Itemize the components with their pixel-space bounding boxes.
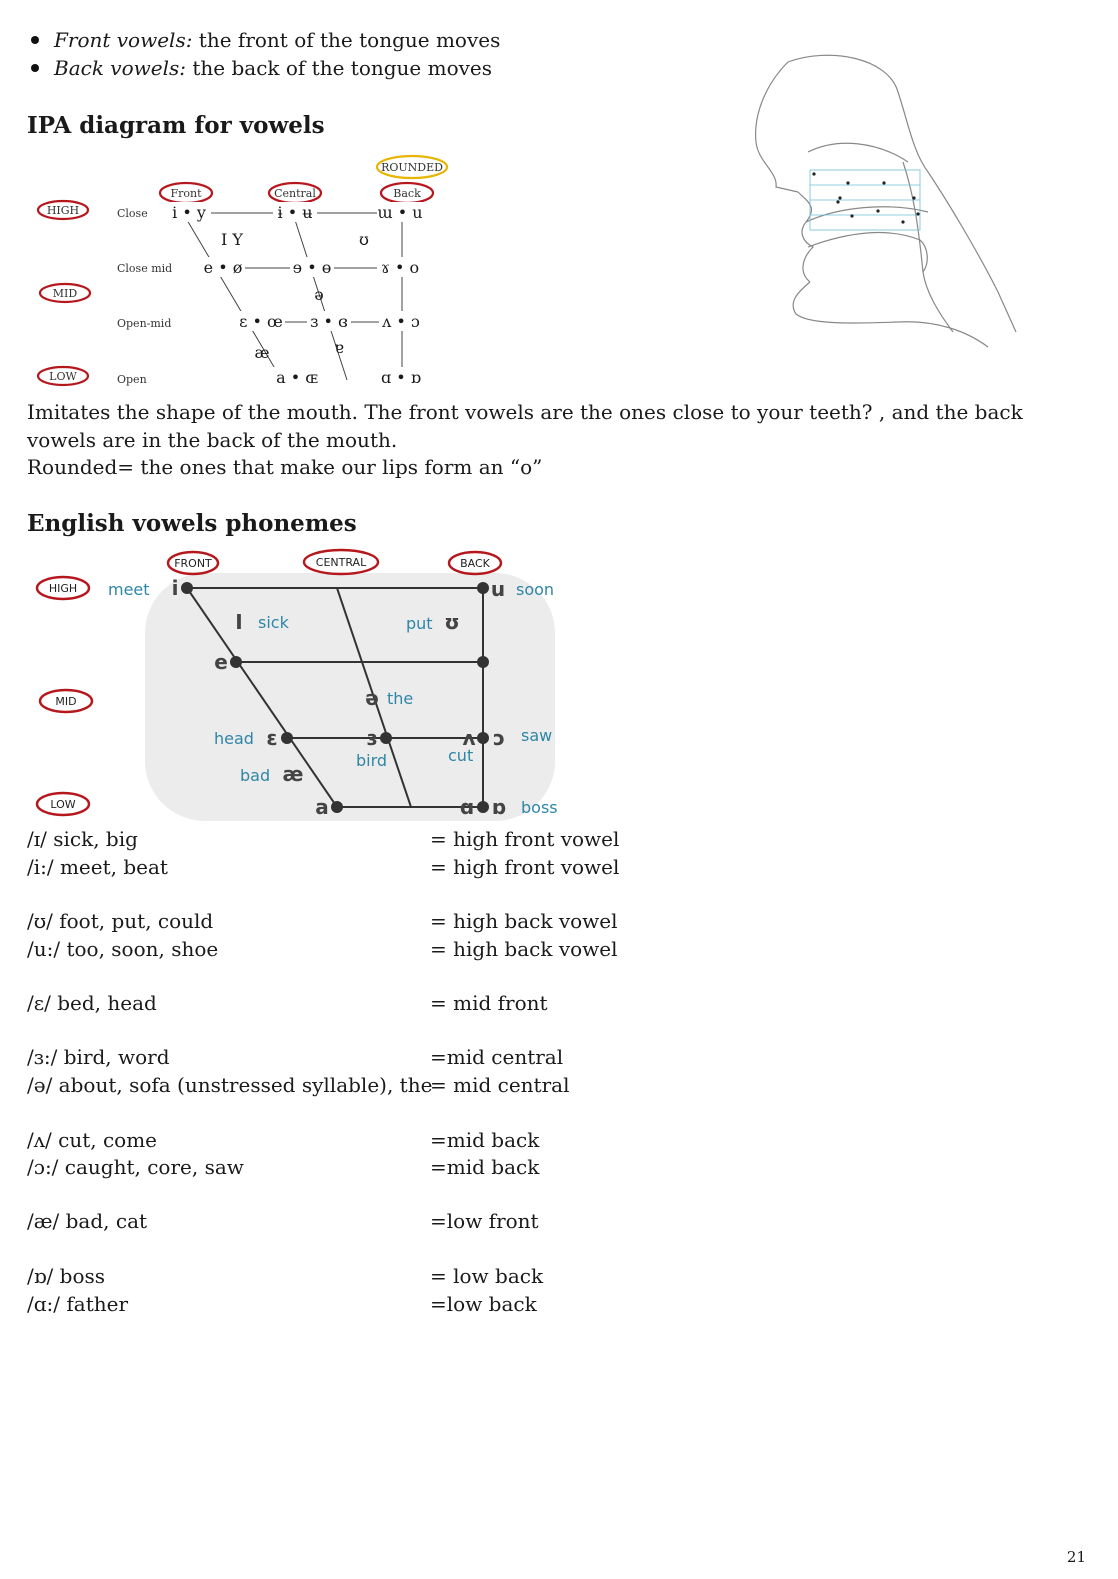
page-number: 21 xyxy=(1066,1548,1086,1566)
vowel-sound: /ʊ/ foot, put, could xyxy=(27,909,214,933)
vowel-description: =mid central xyxy=(430,1045,564,1069)
list-item xyxy=(27,1155,540,1179)
vowel-sound: /i:/ meet, beat xyxy=(27,855,168,879)
example-word: bad xyxy=(240,766,271,785)
example-word: boss xyxy=(521,798,558,817)
row-label: Open xyxy=(117,373,147,386)
explanation-line: Imitates the shape of the mouth. The front vowels are the ones close to your teeth? , and the back vowels are in the back of the mouth. xyxy=(27,400,1023,452)
example-word: head xyxy=(214,729,254,748)
list-item xyxy=(27,1045,564,1069)
vowel-sound: /ɒ/ boss xyxy=(27,1264,106,1288)
list-item xyxy=(27,909,618,933)
list-item xyxy=(27,1209,539,1233)
vowel-sound: /ɑ:/ father xyxy=(27,1292,129,1316)
ipa-symbol: i • y xyxy=(172,203,206,222)
english-symbol: ɔ xyxy=(493,726,505,750)
height-tag: MID xyxy=(55,695,77,708)
vowel-description: =mid back xyxy=(430,1155,540,1179)
list-item xyxy=(27,1292,537,1316)
example-word: bird xyxy=(356,751,388,770)
list-item xyxy=(27,855,620,879)
vowel-sound: /u:/ too, soon, shoe xyxy=(27,937,219,961)
height-tag: LOW xyxy=(49,370,77,383)
vowel-description: =low front xyxy=(430,1209,539,1233)
face-outline xyxy=(756,62,798,192)
ipa-symbol: ɤ • o xyxy=(380,258,420,277)
example-word: cut xyxy=(448,746,474,765)
height-tag: HIGH xyxy=(48,582,78,595)
english-symbol: a xyxy=(315,795,329,819)
english-symbol: ɒ xyxy=(491,795,507,819)
column-tag: FRONT xyxy=(174,557,212,570)
ipa-heading: IPA diagram for vowels xyxy=(27,112,325,139)
ipa-symbol: I Y xyxy=(221,230,243,249)
vowel-sound: /ə/ about, sofa (unstressed syllable), the xyxy=(27,1073,433,1097)
bullet-item-front xyxy=(27,28,500,56)
example-word: put xyxy=(406,614,433,633)
ipa-vowel-chart xyxy=(27,150,457,395)
vowel-sound: /æ/ bad, cat xyxy=(27,1209,148,1233)
explanation-paragraph xyxy=(27,399,1087,482)
vowel-description: = high front vowel xyxy=(430,855,620,879)
lip-outline xyxy=(798,192,813,282)
english-vowel-chart xyxy=(27,545,567,825)
column-tag: Front xyxy=(170,187,202,200)
chart-background xyxy=(145,573,555,821)
height-tag: MID xyxy=(52,287,78,300)
ipa-symbol: æ xyxy=(254,343,270,362)
english-symbol: u xyxy=(490,577,506,601)
example-word: the xyxy=(387,689,414,708)
english-symbol: i xyxy=(171,576,179,600)
ipa-symbol: ʌ • ɔ xyxy=(382,312,420,331)
list-item xyxy=(27,937,618,961)
head-outline xyxy=(788,55,1016,332)
ipa-symbol: ʊ xyxy=(359,230,369,249)
nasal-line xyxy=(808,143,908,162)
ipa-symbol: ɨ • ʉ xyxy=(277,203,313,222)
vowel-description: = mid front xyxy=(430,991,548,1015)
list-item xyxy=(27,991,548,1015)
vowel-sound: /ɜ:/ bird, word xyxy=(27,1045,170,1069)
example-word: meet xyxy=(108,580,150,599)
column-tag: Back xyxy=(393,187,421,200)
list-item xyxy=(27,1264,544,1288)
ipa-symbol: ɜ • ɞ xyxy=(310,312,348,331)
english-symbol: æ xyxy=(282,762,304,786)
rounded-tag: ROUNDED xyxy=(381,161,443,174)
bullet-term: Back vowels: xyxy=(54,56,186,80)
vowel-description: = high back vowel xyxy=(430,909,618,933)
english-symbol: ʊ xyxy=(444,610,460,634)
bullet-dot xyxy=(31,36,39,44)
ipa-symbol: ɯ • u xyxy=(377,203,423,222)
bullet-text: the front of the tongue moves xyxy=(192,28,501,52)
vowel-description: =low back xyxy=(430,1292,537,1316)
palate-line xyxy=(806,207,928,222)
example-word: soon xyxy=(516,580,555,599)
english-symbol: ə xyxy=(365,686,379,710)
jaw-outline xyxy=(793,282,988,347)
ipa-grid-lines xyxy=(187,213,402,380)
vowel-description: = low back xyxy=(430,1264,544,1288)
bullet-dot xyxy=(31,64,39,72)
bullet-item-back xyxy=(27,56,500,84)
mini-vowel-dots xyxy=(812,172,919,223)
vowel-description: = mid central xyxy=(430,1073,570,1097)
column-tag: Central xyxy=(274,187,316,200)
vocal-tract-illustration xyxy=(748,52,1028,352)
column-tag: BACK xyxy=(460,557,490,570)
ipa-symbol: ɘ • ɵ xyxy=(292,258,332,277)
list-item xyxy=(27,827,620,851)
english-symbol: ʌ xyxy=(462,726,476,750)
column-tag: CENTRAL xyxy=(315,556,367,569)
vowel-sound: /ɪ/ sick, big xyxy=(27,827,138,851)
ipa-symbol: a • ɶ xyxy=(276,368,318,387)
row-label: Open-mid xyxy=(117,317,172,330)
ipa-symbol: ɑ • ɒ xyxy=(380,368,422,387)
ipa-symbol: ə xyxy=(314,285,324,304)
tongue-line xyxy=(808,233,927,272)
english-symbol: e xyxy=(214,650,228,674)
example-word: saw xyxy=(521,726,553,745)
explanation-line: Rounded= the ones that make our lips form an “o” xyxy=(27,455,543,479)
pharynx-line xyxy=(903,162,953,332)
list-item xyxy=(27,1128,540,1152)
vowel-description: =mid back xyxy=(430,1128,540,1152)
bullet-list xyxy=(27,28,500,84)
vowel-description: = high back vowel xyxy=(430,937,618,961)
ipa-symbol: e • ø xyxy=(203,258,243,277)
ipa-symbol: ɛ • œ xyxy=(239,312,283,331)
height-tag: LOW xyxy=(50,798,76,811)
english-heading: English vowels phonemes xyxy=(27,510,357,537)
vowel-description: = high front vowel xyxy=(430,827,620,851)
row-label: Close mid xyxy=(117,262,173,275)
height-tag: HIGH xyxy=(46,204,80,217)
vowel-sound: /ɛ/ bed, head xyxy=(27,991,157,1015)
list-item xyxy=(27,1073,570,1097)
bullet-term: Front vowels: xyxy=(54,28,193,52)
bullet-text: the back of the tongue moves xyxy=(186,56,493,80)
english-symbol: ɛ xyxy=(266,726,278,750)
ipa-symbol: ɐ xyxy=(334,338,344,357)
english-symbol: ɜ xyxy=(366,726,378,750)
english-symbol: I xyxy=(235,610,243,634)
vowel-sound: /ʌ/ cut, come xyxy=(27,1128,158,1152)
english-symbol: ɑ xyxy=(459,795,475,819)
row-label: Close xyxy=(117,207,148,220)
example-word: sick xyxy=(258,613,289,632)
vowel-sound: /ɔ:/ caught, core, saw xyxy=(27,1155,244,1179)
